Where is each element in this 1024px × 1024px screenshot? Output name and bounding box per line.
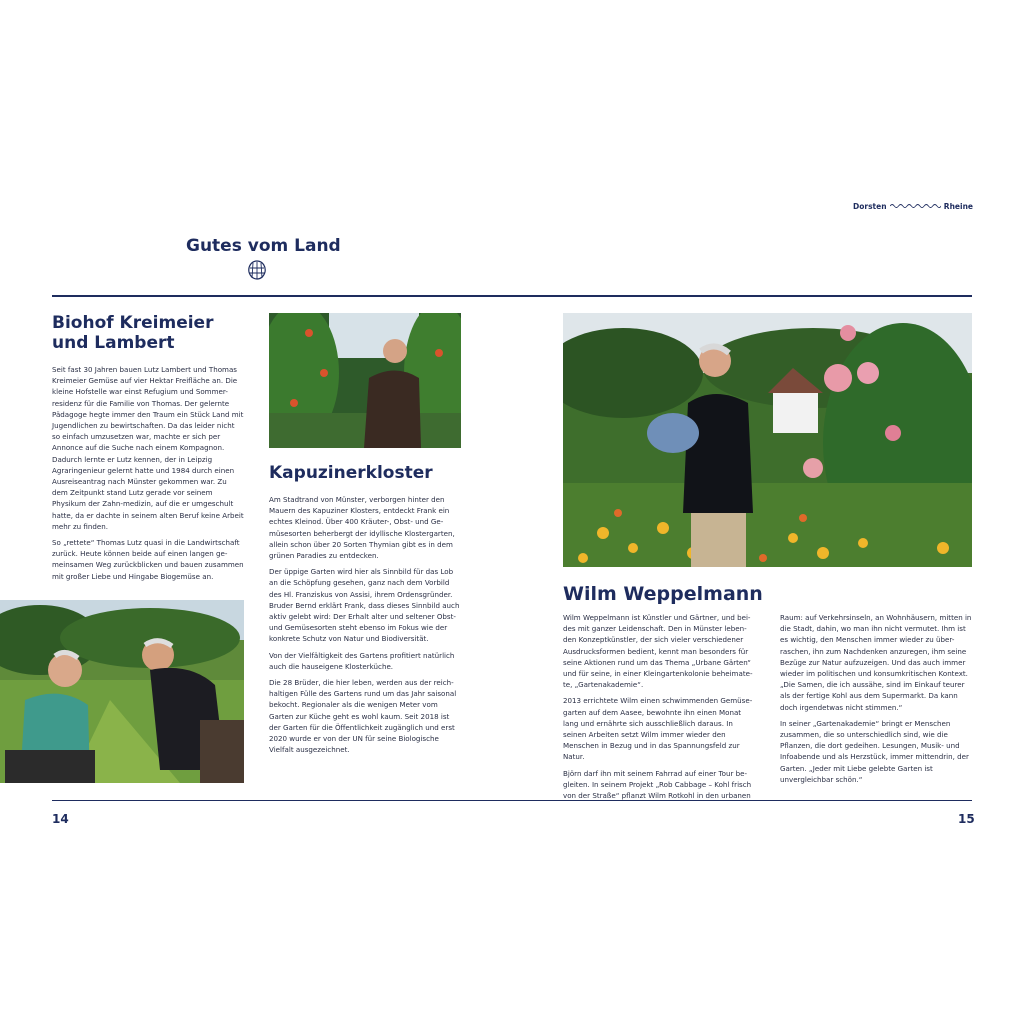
article2-body [269, 494, 461, 760]
route-indicator [853, 200, 973, 212]
route-start: Dorsten [853, 201, 887, 211]
article2-paragraph: Der üppige Garten wird hier als Sinnbild für das Lob an die Schöpfung gesehen, ganz nach dem Vorbild des Hl. Franziskus von Assisi, ihrem Ordensgründer. Bruder Bernd erklärt Frank, dass dieses Sinnbild auch aktiv gelebt wird: Der Erhalt alter und seltener Obst- und Gemüsesorten steht ebenso im Fokus wie der konkrete Schutz von Natur und Biodiversität. [269, 567, 460, 644]
wave-icon [890, 203, 941, 209]
article3-paragraph: Wilm Weppelmann ist Künstler und Gärtner, und bei-des mit ganzer Leidenschaft. Den in Münster leben-den Konzeptkünstler, der sich vieler verschiedener Ausdrucksformen bedient, kennt man besonders für seine Aktionen rund um das Thema „Urbane Gärten“ und für seine, in einer Kleingartenkolonie beheimate-te, „Gartenakademie“. [563, 613, 753, 690]
page-number-left: 14 [52, 812, 69, 826]
article3-paragraph: Björn darf ihn mit seinem Fahrrad auf einer Tour be-gleiten. In seinem Projekt „Rob Cabbage – Kohl frisch von der Straße“ pflanzt Wilm Rotkohl in den urbanen [563, 768, 752, 801]
article1-body [52, 364, 244, 587]
farmers-photo [0, 600, 244, 783]
article2-paragraph: Von der Vielfältigkeit des Gartens profitiert natürlich auch die hauseigene Klosterküche. [269, 650, 455, 671]
article3-paragraph: In seiner „Gartenakademie“ bringt er Menschen zusammen, die so unterschiedlich sind, wie die Pflanzen, die dort gedeihen. Lesungen, Musik- und Infoabende und als Herzstück, immer mittendrin, der Garten. „Jeder mit Liebe gelebte Garten ist unvergleichbar schön.“ [780, 718, 969, 784]
article3-paragraph: Raum: auf Verkehrsinseln, an Wohnhäusern, mitten in die Stadt, dahin, wo man ihn nicht vermutet. Ihm ist es wichtig, den Menschen immer wieder zu über-raschen, ihn zum Nachdenken anzuregen, ihm seine Bezüge zur Natur aufzuzeigen. Und das auch immer wieder im politischen und konsumkritischen Kontext. „Die Samen, die ich aussähe, sind im Einkauf teurer als der fertige Kohl aus dem Supermarkt. Da kann doch irgendetwas nicht stimmen.“ [780, 613, 972, 712]
article2-paragraph: Am Stadtrand von Münster, verborgen hinter den Mauern des Kapuziner Klosters, entdeckt Frank ein echtes Kleinod. Über 400 Kräuter-, Obst- und Ge-müsesorten beherbergt der idyllische Klostergarten, allein schon über 20 Sorten Thymian gibt es in dem grünen Paradies zu entdecken. [269, 495, 455, 561]
top-divider [52, 295, 972, 297]
shell-icon [247, 259, 267, 281]
wilm-photo [563, 313, 972, 567]
article1-paragraph: So „rettete“ Thomas Lutz quasi in die Landwirtschaft zurück. Heute können beide auf einen langen ge-meinsamen Weg zurückblicken und bauen zusammen mit großer Liebe und Hingabe Biogemüse an. [52, 538, 244, 581]
article1-title-line2: und Lambert [52, 332, 175, 353]
article3-title: Wilm Weppelmann [563, 583, 763, 605]
bottom-divider [52, 800, 972, 801]
article3-col2 [780, 612, 972, 790]
article1-title [52, 314, 213, 353]
article1-paragraph: Seit fast 30 Jahren bauen Lutz Lambert und Thomas Kreimeier Gemüse auf vier Hektar Freifläche an. Die kleine Hofstelle war einst Refugium und Sommer-residenz für die Familie von Thomas. Der gelernte Pädagoge hegte immer den Traum ein Stück Land mit Jugendlichen zu bewirtschaften. Da das leider nicht so einfach umzusetzen war, machte er sich per Annonce auf die Suche nach einem Kompagnon. Dadurch lernte er Lutz kennen, der in Leipzig Agraringenieur gelernt hatte und 1984 durch einen Ausreiseantrag nach Münster gekommen war. Zu dem Zeitpunkt stand Lutz gerade vor seinem Physikum der Zahn-medizin, auf die er umgeschult hatte, da er dachte in seinem alten Beruf keine Arbeit mehr zu finden. [52, 365, 244, 531]
article2-paragraph: Die 28 Brüder, die hier leben, werden aus der reich-haltigen Fülle des Gartens rund um das Jahr saisonal bekocht. Regionaler als die wenigen Meter vom Garten zur Küche geht es wohl kaum. Seit 2018 ist der Garten für die Öffentlichkeit zugänglich und erst 2020 wurde er von der UN für seine Biologische Vielfalt ausgezeichnet. [269, 678, 457, 755]
article1-title-line1: Biohof Kreimeier [52, 313, 214, 333]
page-number-right: 15 [958, 812, 975, 826]
article2-title: Kapuzinerkloster [269, 463, 433, 483]
route-end: Rheine [943, 201, 973, 211]
section-title: Gutes vom Land [186, 236, 341, 256]
monk-photo [269, 313, 461, 448]
article3-col1 [563, 612, 755, 806]
article3-paragraph: 2013 errichtete Wilm einen schwimmenden Gemüse-garten auf dem Aasee, bewohnte ihn einen Monat lang und ernährte sich ausschließlich daraus. In seinen Arbeiten setzt Wilm immer wieder den Menschen in Bezug und in das Spannungsfeld zur Natur. [563, 696, 753, 762]
